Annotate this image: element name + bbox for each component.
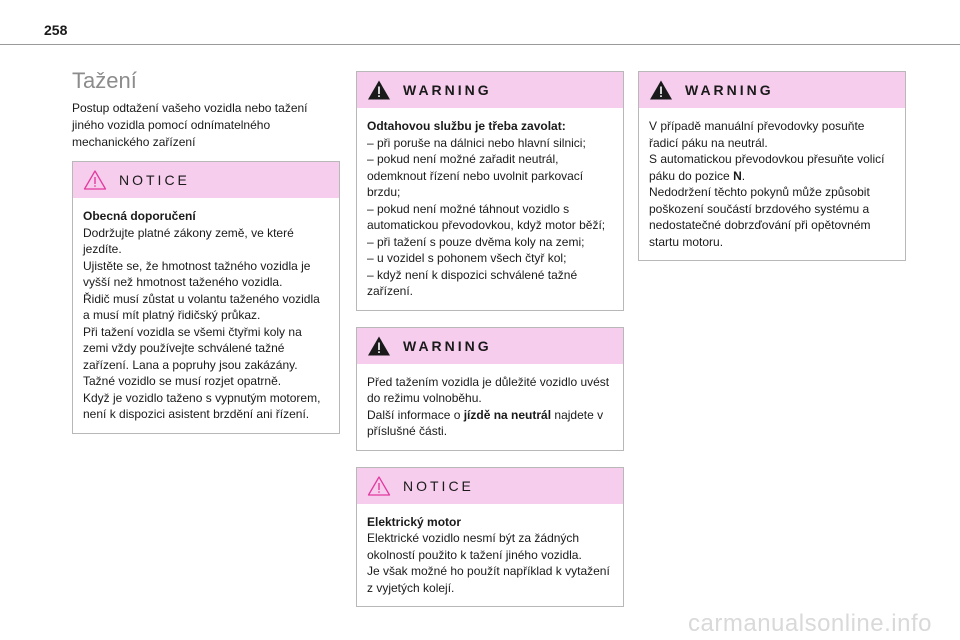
notice-line: Tažné vozidlo se musí rozjet opatrně. [83, 374, 282, 388]
notice-line: Při tažení vozidla se všemi čtyřmi koly na zemi vždy používejte schválené tažné zařízení. Lana a popruhy jsou zakázány. [83, 324, 302, 372]
notice-body [357, 504, 623, 607]
warning-box-towing-service [356, 71, 624, 311]
notice-line: Dodržujte platné zákony země, ve které jezdíte. [83, 225, 294, 256]
notice-line: Když je vozidlo taženo s vypnutým motorem, není k dispozici asistent brzdění ani řízení. [83, 390, 321, 421]
warning-title: Odtahovou službu je třeba zavolat: [367, 119, 566, 133]
notice-header [357, 468, 623, 504]
text-run: . [741, 168, 746, 183]
warning-line [367, 407, 613, 440]
notice-box-electric-motor [356, 467, 624, 608]
warning-triangle-filled-icon [367, 335, 391, 357]
notice-line: Řidič musí zůstat u volantu taženého vozidla a musí mít platný řidičský průkaz. [83, 291, 320, 322]
warning-line: – u vozidel s pohonem všech čtyř kol; [367, 251, 567, 265]
gear-position: N [733, 168, 742, 183]
text-run: S automatickou převodovkou přesuňte volicí páku do pozice [649, 152, 885, 183]
header-divider [0, 44, 960, 45]
warning-box-gearbox [638, 71, 906, 261]
warning-triangle-filled-icon [649, 79, 673, 101]
section-title: Tažení [72, 68, 137, 93]
warning-line: – pokud není možné zařadit neutrál, odemknout řízení nebo uvolnit parkovací brzdu; [367, 152, 584, 199]
column-middle [356, 71, 624, 623]
column-right [638, 71, 906, 277]
warning-triangle-outline-icon [367, 475, 391, 497]
warning-line [649, 151, 895, 184]
warning-line: – při tažení s pouze dvěma koly na zemi; [367, 234, 585, 249]
notice-line: Je však možné ho použít například k vytažení z vyjetých kolejí. [367, 564, 610, 595]
text-run: Další informace o [367, 407, 464, 422]
warning-heading: WARNING [403, 82, 492, 98]
notice-body [73, 198, 339, 433]
warning-line: – při poruše na dálnici nebo hlavní silnici; [367, 135, 586, 150]
watermark: carmanualsonline.info [688, 610, 932, 637]
warning-line: V případě manuální převodovky posuňte řadicí páku na neutrál. [649, 119, 865, 150]
warning-box-freewheel [356, 327, 624, 451]
warning-body [357, 364, 623, 450]
notice-box-general [72, 161, 340, 434]
warning-line: – když není k dispozici schválené tažné zařízení. [367, 267, 578, 298]
warning-body [357, 108, 623, 310]
warning-heading: WARNING [685, 82, 774, 98]
warning-body [639, 108, 905, 260]
warning-header [357, 72, 623, 108]
warning-line: Nedodržení těchto pokynů může způsobit poškození součástí brzdového systému a nedostatečné dobrzďování při opětovném startu motoru. [649, 185, 871, 249]
warning-header [639, 72, 905, 108]
cross-reference: jízdě na neutrál [463, 407, 552, 422]
section-intro: Postup odtažení vašeho vozidla nebo tažení jiného vozidla pomocí odnímatelného mechanického zařízení [72, 101, 308, 149]
notice-heading: NOTICE [119, 172, 190, 188]
notice-line: Elektrické vozidlo nesmí být za žádných okolností použito k tažení jiného vozidla. [367, 531, 582, 562]
notice-header [73, 162, 339, 198]
page-number: 258 [44, 22, 68, 38]
warning-line: Před tažením vozidla je důležité vozidlo uvést do režimu volnoběhu. [367, 374, 610, 405]
notice-title: Elektrický motor [367, 514, 462, 529]
column-left [72, 62, 340, 450]
warning-heading: WARNING [403, 337, 492, 354]
warning-line: – pokud není možné táhnout vozidlo s automatickou převodovkou, když motor běží; [367, 201, 606, 232]
warning-triangle-outline-icon [83, 169, 107, 191]
notice-heading: NOTICE [403, 477, 474, 494]
warning-header [357, 328, 623, 364]
warning-triangle-filled-icon [367, 79, 391, 101]
notice-title: Obecná doporučení [83, 209, 196, 223]
notice-line: Ujistěte se, že hmotnost tažného vozidla je vyšší než hmotnost taženého vozidla. [83, 258, 311, 289]
text-run: najdete v příslušné části. [367, 407, 604, 438]
